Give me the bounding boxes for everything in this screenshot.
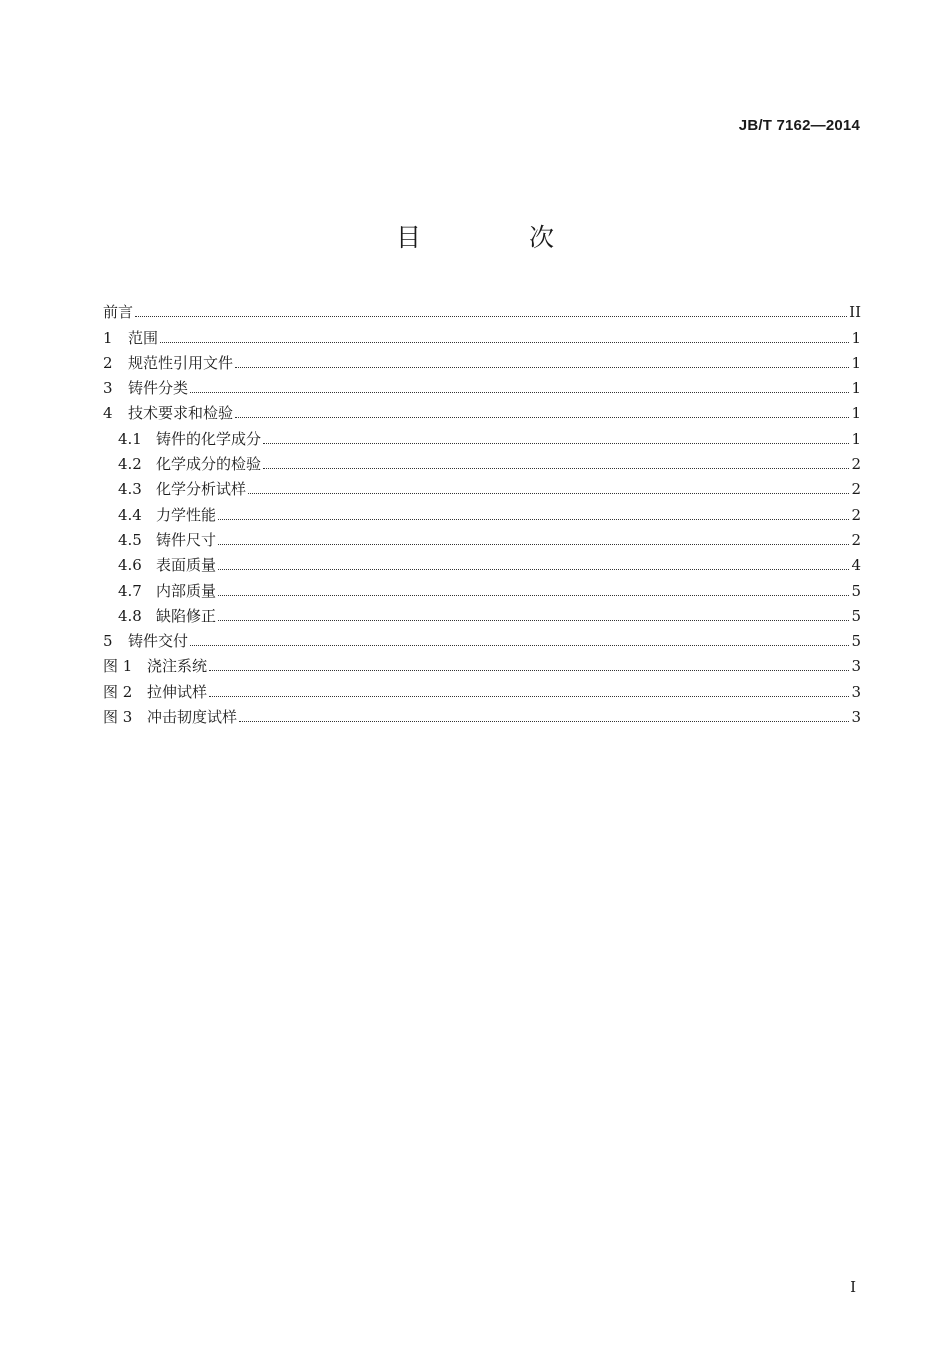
toc-leader-dots bbox=[235, 366, 849, 368]
toc-entry-page: 1 bbox=[851, 429, 861, 448]
toc-entry-page: 2 bbox=[851, 480, 861, 499]
toc-leader-dots bbox=[190, 391, 849, 393]
toc-entry-page: 1 bbox=[851, 379, 861, 398]
toc-entry[interactable] bbox=[103, 625, 861, 650]
toc-entry[interactable] bbox=[103, 650, 861, 675]
toc-leader-dots bbox=[263, 467, 849, 469]
toc-leader-dots bbox=[263, 442, 849, 444]
toc-leader-dots bbox=[218, 594, 849, 596]
toc-entry[interactable] bbox=[103, 675, 861, 700]
page-number: I bbox=[850, 1278, 856, 1296]
toc-entry[interactable] bbox=[103, 600, 861, 625]
toc-entry-page: 5 bbox=[851, 581, 861, 600]
toc-entry-label: 表面质量 bbox=[156, 556, 217, 575]
toc-entry[interactable] bbox=[103, 473, 861, 498]
toc-entry-page: 5 bbox=[851, 632, 861, 651]
toc-entry[interactable] bbox=[103, 498, 861, 523]
toc-entry-label: 冲击韧度试样 bbox=[147, 708, 238, 727]
toc-entry-label: 拉伸试样 bbox=[147, 682, 208, 701]
toc-entry-page: 2 bbox=[851, 530, 861, 549]
toc-entry-page: 3 bbox=[851, 708, 861, 727]
toc-leader-dots bbox=[218, 518, 849, 520]
toc-entry-number: 3 bbox=[103, 379, 113, 398]
toc-entry[interactable] bbox=[103, 524, 861, 549]
toc-leader-dots bbox=[218, 619, 849, 621]
toc-entry-page: II bbox=[849, 303, 861, 322]
toc-leader-dots bbox=[218, 543, 849, 545]
toc-entry-number: 5 bbox=[103, 632, 113, 651]
toc-entry-page: 1 bbox=[851, 404, 861, 423]
toc-entry[interactable] bbox=[103, 448, 861, 473]
toc-entry-label: 规范性引用文件 bbox=[128, 353, 234, 372]
toc-entry-label: 技术要求和检验 bbox=[128, 404, 234, 423]
toc-entry-number: 2 bbox=[103, 353, 113, 372]
toc-title: 目 次 bbox=[396, 223, 604, 252]
toc-list bbox=[103, 296, 861, 726]
toc-entry-page: 4 bbox=[851, 556, 861, 575]
toc-entry[interactable] bbox=[103, 296, 861, 321]
toc-entry-number: 4.3 bbox=[118, 480, 142, 499]
toc-entry-number: 4.4 bbox=[118, 505, 142, 524]
toc-entry-label: 铸件的化学成分 bbox=[156, 429, 262, 448]
toc-entry-label: 化学分析试样 bbox=[156, 480, 247, 499]
toc-entry-number: 4.1 bbox=[118, 429, 142, 448]
toc-entry-page: 5 bbox=[851, 606, 861, 625]
toc-entry-page: 3 bbox=[851, 657, 861, 676]
toc-entry-label: 内部质量 bbox=[156, 581, 217, 600]
toc-entry-page: 3 bbox=[851, 682, 861, 701]
toc-leader-dots bbox=[209, 695, 849, 697]
toc-leader-dots bbox=[160, 341, 849, 343]
toc-entry-label: 范围 bbox=[128, 328, 159, 347]
toc-leader-dots bbox=[190, 644, 849, 646]
toc-entry-number: 4 bbox=[103, 404, 113, 423]
toc-leader-dots bbox=[135, 315, 847, 317]
toc-entry[interactable] bbox=[103, 321, 861, 346]
toc-entry-number: 4.7 bbox=[118, 581, 142, 600]
toc-entry-page: 1 bbox=[851, 353, 861, 372]
toc-entry-number: 1 bbox=[103, 328, 113, 347]
toc-entry-label: 铸件分类 bbox=[128, 379, 189, 398]
toc-leader-dots bbox=[209, 669, 849, 671]
toc-entry-label: 前言 bbox=[103, 303, 134, 322]
toc-entry-page: 1 bbox=[851, 328, 861, 347]
toc-entry-label: 浇注系统 bbox=[147, 657, 208, 676]
toc-entry[interactable] bbox=[103, 422, 861, 447]
toc-entry-page: 2 bbox=[851, 505, 861, 524]
toc-leader-dots bbox=[218, 568, 849, 570]
toc-entry-label: 化学成分的检验 bbox=[156, 455, 262, 474]
toc-entry[interactable] bbox=[103, 347, 861, 372]
toc-entry-number: 4.5 bbox=[118, 530, 142, 549]
toc-entry-number: 图 3 bbox=[103, 708, 133, 727]
toc-entry-number: 4.8 bbox=[118, 606, 142, 625]
toc-leader-dots bbox=[248, 492, 849, 494]
toc-entry-page: 2 bbox=[851, 455, 861, 474]
toc-entry-label: 力学性能 bbox=[156, 505, 217, 524]
toc-entry-label: 铸件交付 bbox=[128, 632, 189, 651]
toc-leader-dots bbox=[235, 416, 849, 418]
standard-code: JB/T 7162—2014 bbox=[738, 117, 860, 134]
toc-entry[interactable] bbox=[103, 701, 861, 726]
toc-entry-label: 铸件尺寸 bbox=[156, 530, 217, 549]
toc-entry[interactable] bbox=[103, 549, 861, 574]
toc-entry-number: 图 1 bbox=[103, 657, 133, 676]
toc-entry[interactable] bbox=[103, 372, 861, 397]
toc-entry-label: 缺陷修正 bbox=[156, 606, 217, 625]
toc-leader-dots bbox=[239, 720, 849, 722]
toc-entry-number: 图 2 bbox=[103, 682, 133, 701]
toc-entry[interactable] bbox=[103, 397, 861, 422]
toc-entry-number: 4.6 bbox=[118, 556, 142, 575]
toc-entry-number: 4.2 bbox=[118, 455, 142, 474]
toc-entry[interactable] bbox=[103, 574, 861, 599]
